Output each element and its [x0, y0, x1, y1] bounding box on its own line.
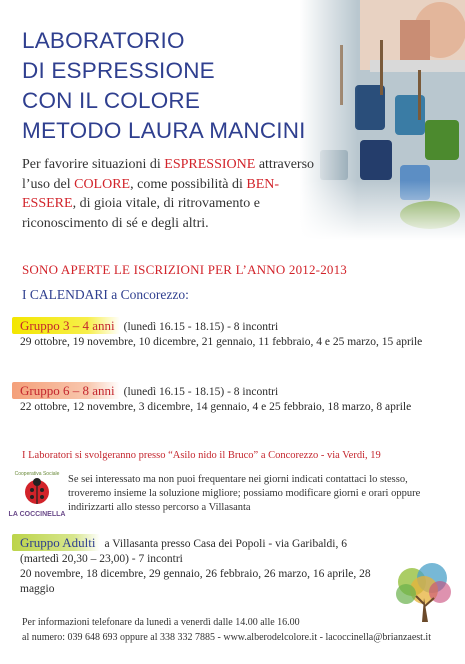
intro-text: Per favorire situazioni di	[22, 157, 165, 172]
group-dates: 29 ottobre, 19 novembre, 10 dicembre, 21 gennaio, 11 febbraio, 4 e 25 marzo, 15 aprile	[20, 336, 423, 348]
group-3-4-anni	[12, 318, 457, 350]
group-6-8-anni	[12, 383, 457, 415]
info-hours: Per informazioni telefonare da lunedì a venerdì dalle 14.00 alle 16.00	[22, 617, 300, 628]
intro-text: , come possibilità di	[130, 176, 247, 192]
availability-note: Se sei interessato ma non puoi frequentare nei giorni indicati contattaci lo stesso, troveremo insieme la soluzione migliore; possiamo modificare giorni e orari oppure indirizzarti allo stesso percorso a Villasanta	[68, 474, 421, 513]
title-line: METODO LAURA MANCINI	[22, 118, 306, 143]
calendars-heading: I CALENDARI a Concorezzo:	[22, 287, 189, 302]
contact-info	[22, 615, 462, 645]
group-schedule: a Villasanta presso Casa dei Popoli - via Garibaldi, 6	[104, 538, 347, 550]
painting-photo	[300, 0, 465, 240]
group-name: Gruppo 6 – 8 anni	[12, 382, 120, 399]
intro-highlight: ESPRESSIONE	[164, 157, 256, 172]
intro-paragraph	[22, 155, 322, 233]
group-name: Gruppo 3 – 4 anni	[12, 317, 120, 334]
group-dates: 20 novembre, 18 dicembre, 29 gennaio, 26 febbraio, 26 marzo, 16 aprile, 28 maggio	[20, 568, 371, 595]
registration-notice: SONO APERTE LE ISCRIZIONI PER L’ANNO 2012-2013	[22, 262, 347, 277]
intro-highlight: COLORE	[74, 176, 131, 192]
group-name: Gruppo Adulti	[12, 534, 100, 551]
group-schedule-time: (martedì 20,30 – 23,00) - 7 incontri	[20, 553, 183, 565]
title-line: DI ESPRESSIONE	[22, 58, 215, 83]
title-line: LABORATORIO	[22, 28, 185, 53]
logo-subtext: Cooperativa Sociale	[14, 471, 60, 477]
info-contacts: al numero: 039 648 693 oppure al 338 332 7885 - www.alberodelcolore.it - lacoccinella@brianzaest.it	[22, 632, 431, 643]
group-header	[12, 318, 457, 335]
intro-highlight: BEN-ESSERE	[22, 176, 280, 211]
group-schedule: (lunedì 16.15 - 18.15) - 8 incontri	[123, 386, 279, 398]
la-coccinella-logo	[8, 470, 66, 522]
title-line: CON IL COLORE	[22, 88, 201, 113]
group-header	[12, 383, 457, 400]
venue-notice: I Laboratori si svolgeranno presso “Asilo nido il Bruco” a Concorezzo - via Verdi, 19	[22, 450, 381, 461]
group-dates: 22 ottobre, 12 novembre, 3 dicembre, 14 gennaio, 4 e 25 febbraio, 18 marzo, 8 aprile	[20, 401, 412, 413]
intro-text: , di gioia vitale, di ritrovamento e riconoscimento di sé e degli altri.	[22, 196, 260, 231]
page-title	[22, 26, 322, 146]
group-header	[12, 535, 457, 552]
group-schedule: (lunedì 16.15 - 18.15) - 8 incontri	[123, 321, 279, 333]
intro-text: attraverso l’uso del	[22, 157, 315, 192]
logo-text: LA COCCINELLA	[8, 511, 66, 518]
